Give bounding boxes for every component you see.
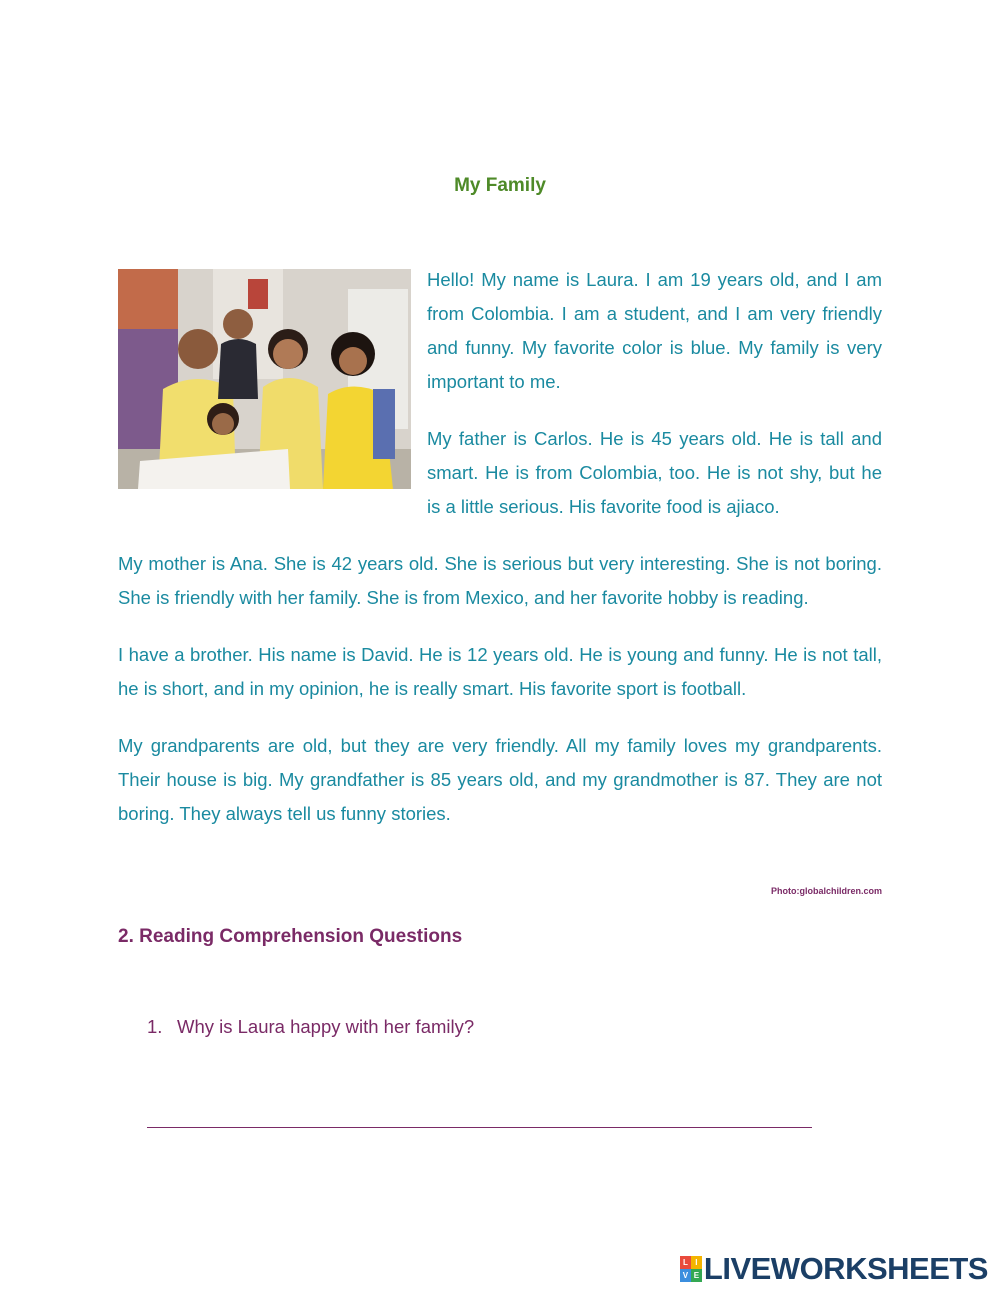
section-heading: 2. Reading Comprehension Questions — [118, 926, 463, 947]
logo-mark-icon — [680, 1256, 702, 1282]
logo-text: LIVEWORKSHEETS — [703, 1251, 988, 1286]
question-number: 1. — [147, 1016, 163, 1037]
liveworksheets-logo — [680, 1253, 988, 1285]
paragraph-intro: Hello! My name is Laura. I am 19 years old, and I am from Colombia. I am a student, and I am very friendly and funny. My favorite color is blue. My family is very important to me. — [427, 269, 882, 392]
paragraph-father: My father is Carlos. He is 45 years old. He is tall and smart. He is from Colombia, too. He is not shy, but he is a little serious. His favorite food is ajiaco. — [427, 428, 882, 517]
question-text: Why is Laura happy with her family? — [177, 1016, 475, 1037]
logo-mark-letter: V — [680, 1269, 691, 1282]
page-title: My Family — [454, 175, 546, 196]
family-photo-image — [118, 269, 411, 489]
logo-mark-letter: I — [691, 1256, 702, 1269]
reading-text — [118, 263, 882, 854]
question-item — [147, 1016, 474, 1038]
answer-line[interactable] — [147, 1127, 812, 1128]
family-photo — [118, 269, 411, 489]
paragraph-grandparents: My grandparents are old, but they are very friendly. All my family loves my grandparents. Their house is big. My grandfather is 85 years old, and my grandmother is 87. They are not boring. They always tell us funny stories. — [118, 735, 882, 824]
photo-credit: Photo:globalchildren.com — [770, 886, 882, 896]
paragraph-mother: My mother is Ana. She is 42 years old. She is serious but very interesting. She is not boring. She is friendly with her family. She is from Mexico, and her favorite hobby is reading. — [118, 553, 882, 608]
logo-mark-letter: L — [680, 1256, 691, 1269]
paragraph-brother: I have a brother. His name is David. He is 12 years old. He is young and funny. He is not tall, he is short, and in my opinion, he is really smart. His favorite sport is football. — [118, 644, 882, 699]
logo-mark-letter: E — [691, 1269, 702, 1282]
